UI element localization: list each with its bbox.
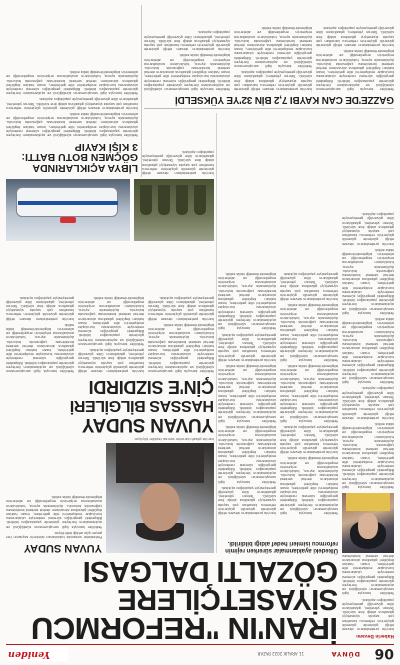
news-photo-soldiers [134,179,214,241]
body-paragraph: Yetkililer konuyla ilgili soruşturmanın sürdüğünü ve açıklamaların ilerleyen günlerde yapılacağını bildirdi. Bölgedeki gerginliğin sürmesi nedeniyle uluslararası kuruluşlar endişelerini dile getirirken, insan hakları örgütleri gözaltına alınanların derhal serbest bırakılması çağrısında bulundu. Açıklamada ayrıca, tutukluların avukatlarına erişiminin engellendiği ve ailelerinin bilgilendirilmediği iddia edildi. [280,456,338,515]
photo-car-stripe [18,201,118,205]
second-story-column-3 [6,243,74,373]
publication-date: 11 ARALIK 2022 PAZAR [257,651,304,656]
lead-paragraph: İran'da protestoların devam ettiği günlerde güvenlik güçlerinin reformcu kanattan çok sayıda siyasetçiyi gözaltına aldığı öne sürüldü. Tahran yönetimi, gözaltıların ülke güvenliği gerekçesiyle yapıldığını açıkladı. [342,597,394,631]
body-paragraph: Yetkililer konuyla ilgili soruşturmanın sürdüğünü ve açıklamaların ilerleyen günlerde yapılacağını bildirdi. Bölgedeki gerginliğin sürmesi nedeniyle uluslararası kuruluşlar endişelerini dile getirirken, insan hakları örgütleri gözaltına alınanların derhal serbest bırakılması çağrısında bulundu. Açıklamada ayrıca, tutukluların avukatlarına erişiminin engellendiği ve ailelerinin bilgilendirilmediği iddia edildi. [6,70,138,96]
body-paragraph: İran'da protestoların devam ettiği günlerde güvenlik güçlerinin reformcu kanattan çok sayıda siyasetçiyi gözaltına aldığı öne sürüldü. Tahran yönetimi, gözaltıların ülke güvenliği gerekçesiyle yapıldığını açıkladı. [6,97,138,110]
news-photo-police-car [6,179,130,241]
column-divider [141,5,142,177]
text-column-a [342,109,394,489]
newspaper-logo: Yeniden [8,647,68,661]
second-story-column-2 [78,243,144,373]
fourth-headline-line-2: GÖÇMEN BOTU BATTI: [21,151,138,164]
second-headline-line-2: HASSAS BİLGİLERİ [70,397,214,414]
body-paragraph: Yetkililer konuyla ilgili soruşturmanın sürdüğünü ve açıklamaların ilerleyen günlerde yapılacağını bildirdi. Bölgedeki gerginliğin sürmesi nedeniyle uluslararası kuruluşlar endişelerini dile getirirken, insan hakları örgütleri gözaltına alınanların derhal serbest bırakılması çağrısında bulundu. Açıklamada ayrıca, tutukluların avukatlarına erişiminin engellendiği ve ailelerinin bilgilendirilmediği iddia edildi. [6,322,74,373]
photo-head-shape [140,483,180,531]
main-headline-line-1: İRAN'IN "REFORMCU [31,611,338,646]
third-headline: GAZZE'DE CAN KAYBI 7,2 BİN 32'YE YÜKSELDİ [175,94,394,105]
photo-figure-shape [140,185,152,215]
section-label: DÜNYA [330,650,360,658]
body-paragraph: İran'da protestoların devam ettiği günlerde güvenlik güçlerinin reformcu kanattan çok sayıda siyasetçiyi gözaltına aldığı öne sürüldü. Tahran yönetimi, gözaltıların ülke güvenliği gerekçesiyle yapıldığını açıkladı. [280,271,338,302]
body-paragraph: İran'da protestoların devam ettiği günlerde güvenlik güçlerinin reformcu kanattan çok sayıda siyasetçiyi gözaltına aldığı öne sürüldü. Tahran yönetimi, gözaltıların ülke güvenliği gerekçesiyle yapıldığını açıkladı. [218,332,276,362]
body-paragraph: Yetkililer konuyla ilgili soruşturmanın sürdüğünü ve açıklamaların ilerleyen günlerde yapılacağını bildirdi. Bölgedeki gerginliğin sürmesi nedeniyle uluslararası kuruluşlar endişelerini dile getirirken, insan hakları örgütleri gözaltına alınanların derhal serbest bırakılması çağrısında bulundu. Açıklamada ayrıca, tutukluların avukatlarına erişiminin engellendiği ve ailelerinin bilgilendirilmediği iddia edildi. [234,26,312,68]
body-paragraph: Yetkililer konuyla ilgili soruşturmanın sürdüğünü ve açıklamaların ilerleyen günlerde yapılacağını bildirdi. Bölgedeki gerginliğin sürmesi nedeniyle uluslararası kuruluşlar endişelerini dile getirirken, insan hakları örgütleri gözaltına alınanların derhal serbest bırakılması çağrısında bulundu. Açıklamada ayrıca, tutukluların avukatlarına erişiminin engellendiği ve ailelerinin bilgilendirilmediği iddia edildi. [280,364,338,423]
main-headline-line-3: GÖZALTI DALGASI [83,555,338,587]
section-divider [144,108,394,109]
body-paragraph: Yetkililer konuyla ilgili soruşturmanın sürdüğünü ve açıklamaların ilerleyen günlerde yapılacağını bildirdi. Bölgedeki gerginliğin sürmesi nedeniyle uluslararası kuruluşlar endişelerini dile getirirken, insan hakları örgütleri gözaltına alınanların derhal serbest bırakılması çağrısında bulundu. Açıklamada ayrıca, tutukluların avukatlarına erişiminin engellendiği ve ailelerinin bilgilendirilmediği iddia edildi. [218,364,276,423]
body-paragraph: Yetkililer konuyla ilgili soruşturmanın sürdüğünü ve açıklamaların ilerleyen günlerde yapılacağını bildirdi. Bölgedeki gerginliğin sürmesi nedeniyle uluslararası kuruluşlar endişelerini dile getirirken, insan hakları örgütleri gözaltına alınanların derhal serbest bırakılması çağrısında bulundu. Açıklamada ayrıca, tutukluların avukatlarına erişiminin engellendiği ve ailelerinin bilgilendirilmediği iddia edildi. [342,317,394,385]
body-paragraph: İran'da protestoların devam ettiği günlerde güvenlik güçlerinin reformcu kanattan çok sayıda siyasetçiyi gözaltına aldığı öne sürüldü. Tahran yönetimi, gözaltıların ülke güvenliği gerekçesiyle yapıldığını açıkladı. [342,386,394,420]
photo-siren-shape [60,217,76,223]
main-deck: Ülkedeki ayaklanmalar sürerken rejimin reformcu isimleri hedef aldığı bildirildi. [225,540,338,553]
photo-figure-shape [176,185,188,215]
body-paragraph: İran'da protestoların devam ettiği günlerde güvenlik güçlerinin reformcu kanattan çok sayıda siyasetçiyi gözaltına aldığı öne sürüldü. Tahran yönetimi, gözaltıların ülke güvenliği gerekçesiyle yapıldığını açıkladı. [280,424,338,455]
body-paragraph: İran'da protestoların devam ettiği günlerde güvenlik güçlerinin reformcu kanattan çok sayıda siyasetçiyi gözaltına aldığı öne sürüldü. Tahran yönetimi, gözaltıların ülke güvenliği gerekçesiyle yapıldığını açıkladı. [142,149,214,175]
body-paragraph: Yetkililer konuyla ilgili soruşturmanın sürdüğünü ve açıklamaların ilerleyen günlerde yapılacağını bildirdi. Bölgedeki gerginliğin sürmesi nedeniyle uluslararası kuruluşlar endişelerini dile getirirken, insan hakları örgütleri gözaltına alınanların derhal serbest bırakılması çağrısında bulundu. Açıklamada ayrıca, tutukluların avukatlarına erişiminin engellendiği ve ailelerinin bilgilendirilmediği iddia edildi. [6,111,138,137]
fourth-headline-line-3: 3 KİŞİ KAYIP [74,141,138,153]
body-paragraph: Yetkililer konuyla ilgili soruşturmanın sürdüğünü ve açıklamaların ilerleyen günlerde yapılacağını bildirdi. Bölgedeki gerginliğin sürmesi nedeniyle uluslararası kuruluşlar endişelerini dile getirirken, insan hakları örgütleri gözaltına alınanların derhal serbest bırakılması çağrısında bulundu. Açıklamada ayrıca, tutukluların avukatlarına erişiminin engellendiği ve ailelerinin bilgilendirilmediği iddia edildi. [280,303,338,362]
body-paragraph: İran'da protestoların devam ettiği günlerde güvenlik güçlerinin reformcu kanattan çok sayıda siyasetçiyi gözaltına aldığı öne sürüldü. Tahran yönetimi, gözaltıların ülke güvenliği gerekçesiyle yapıldığını açıkladı. [6,295,74,321]
body-paragraph: Yetkililer konuyla ilgili soruşturmanın sürdüğünü ve açıklamaların ilerleyen günlerde yapılacağını bildirdi. Bölgedeki gerginliğin sürmesi nedeniyle uluslararası kuruluşlar endişelerini dile getirirken, insan hakları örgütleri gözaltına alınanların derhal serbest bırakılması çağrısında bulundu. Açıklamada ayrıca, tutukluların avukatlarına erişiminin engellendiği ve ailelerinin bilgilendirilmediği iddia edildi. [316,49,394,91]
body-paragraph: İran'da protestoların devam ettiği günlerde güvenlik güçlerinin reformcu kanattan çok sayıda siyasetçiyi gözaltına aldığı öne sürüldü. Tahran yönetimi, gözaltıların ülke güvenliği gerekçesiyle yapıldığını açıkladı. [144,30,230,52]
main-headline-line-2: SİYASETÇİLERE [118,583,338,615]
short-news-column [142,109,214,175]
column-divider [216,113,217,553]
fourth-headline [6,142,138,174]
sidebar-text: Protestolar sırasında tutuklanan isimlerin sayısının her geçen gün arttığı belirtiliyor. [6,530,102,539]
second-story-column-1 [148,243,214,373]
sidebar-column [6,443,102,553]
body-paragraph: Yetkililer konuyla ilgili soruşturmanın sürdüğünü ve açıklamaların ilerleyen günlerde yapılacağını bildirdi. Bölgedeki gerginliğin sürmesi nedeniyle uluslararası kuruluşlar endişelerini dile getirirken, insan hakları örgütleri gözaltına alınanların derhal serbest bırakılması çağrısında bulundu. Açıklamada ayrıca, tutukluların avukatlarına erişiminin engellendiği ve ailelerinin bilgilendirilmediği iddia edildi. [218,424,276,484]
body-paragraph: Yetkililer konuyla ilgili soruşturmanın sürdüğünü ve açıklamaların ilerleyen günlerde yapılacağını bildirdi. Bölgedeki gerginliğin sürmesi nedeniyle uluslararası kuruluşlar endişelerini dile getirirken, insan hakları örgütleri gözaltına alınanların derhal serbest bırakılması çağrısında bulundu. Açıklamada ayrıca, tutukluların avukatlarına erişiminin engellendiği ve ailelerinin bilgilendirilmediği iddia edildi. [148,322,214,373]
text-column-b [280,109,338,515]
second-headline-line-3: ÇİN'E SIZDIRDI [88,377,214,397]
body-paragraph: İran'da protestoların devam ettiği günlerde güvenlik güçlerinin reformcu kanattan çok sayıda siyasetçiyi gözaltına aldığı öne sürüldü. Tahran yönetimi, gözaltıların ülke güvenliği gerekçesiyle yapıldığını açıkladı. [148,295,214,321]
photo-figure-shape [158,185,170,215]
body-paragraph: İran'da protestoların devam ettiği günlerde güvenlik güçlerinin reformcu kanattan çok sayıda siyasetçiyi gözaltına aldığı öne sürüldü. Tahran yönetimi, gözaltıların ülke güvenliği gerekçesiyle yapıldığını açıkladı. [218,485,276,515]
body-paragraph: İran'da protestoların devam ettiği günlerde güvenlik güçlerinin reformcu kanattan çok sayıda siyasetçiyi gözaltına aldığı öne sürüldü. Tahran yönetimi, gözaltıların ülke güvenliği gerekçesiyle yapıldığını açıkladı. [316,26,394,47]
body-paragraph: İran'da protestoların devam ettiği günlerde güvenlik güçlerinin reformcu kanattan çok sayıda siyasetçiyi gözaltına aldığı öne sürüldü. Tahran yönetimi, gözaltıların ülke güvenliği gerekçesiyle yapıldığını açıkladı. [78,347,144,373]
fourth-headline-line-1: LİBYA AÇIKLARINDA [32,162,138,174]
photo-shirt-shape [346,493,390,511]
photo-coat-shape [116,443,204,483]
fourth-story-text [6,7,138,137]
text-column-c [218,109,276,515]
third-story-column-3 [144,5,230,91]
body-paragraph: Yetkililer konuyla ilgili soruşturmanın sürdüğünü ve açıklamaların ilerleyen günlerde yapılacağını bildirdi. Bölgedeki gerginliğin sürmesi nedeniyle uluslararası kuruluşlar endişelerini dile getirirken, insan hakları örgütleri gözaltına alınanların derhal serbest bırakılması çağrısında bulundu. Açıklamada ayrıca, tutukluların avukatlarına erişiminin engellendiği ve ailelerinin bilgilendirilmediği iddia edildi. [78,295,144,346]
photo-face-shape [358,513,378,539]
body-paragraph: İran'da protestoların devam ettiği günlerde güvenlik güçlerinin reformcu kanattan çok sayıda siyasetçiyi gözaltına aldığı öne sürüldü. Tahran yönetimi, gözaltıların ülke güvenliği gerekçesiyle yapıldığını açıkladı. [342,212,394,246]
page-number: 06 [374,645,394,661]
third-story-column-1 [316,5,394,91]
portrait-photo [342,493,394,553]
page-header [6,644,394,661]
sidebar-headline: YUVAN SUDAY [23,542,102,554]
lead-column [342,555,394,631]
photo-figure-shape [194,185,206,215]
body-paragraph: Yetkililer konuyla ilgili soruşturmanın sürdüğünü ve açıklamaların ilerleyen günlerde yapılacağını bildirdi. Bölgedeki gerginliğin sürmesi nedeniyle uluslararası kuruluşlar endişelerini dile getirirken, insan hakları örgütleri gözaltına alınanların derhal serbest bırakılması çağrısında bulundu. Açıklamada ayrıca, tutukluların avukatlarına erişiminin engellendiği ve ailelerinin bilgilendirilmediği iddia edildi. [6,495,102,529]
second-headline-line-1: YUVAN SUDAY [82,414,214,435]
third-story-column-2 [234,5,312,91]
body-paragraph: İran'da protestoların devam ettiği günlerde güvenlik güçlerinin reformcu kanattan çok sayıda siyasetçiyi gözaltına aldığı öne sürüldü. Tahran yönetimi, gözaltıların ülke güvenliği gerekçesiyle yapıldığını açıkladı. [234,70,312,91]
news-photo-man [106,443,214,553]
body-paragraph: Yetkililer konuyla ilgili soruşturmanın sürdüğünü ve açıklamaların ilerleyen günlerde yapılacağını bildirdi. Bölgedeki gerginliğin sürmesi nedeniyle uluslararası kuruluşlar endişelerini dile getirirken, insan hakları örgütleri gözaltına alınanların derhal serbest bırakılması çağrısında bulundu. Açıklamada ayrıca, tutukluların avukatlarına erişiminin engellendiği ve ailelerinin bilgilendirilmediği iddia edildi. [342,247,394,315]
body-paragraph: Yetkililer konuyla ilgili soruşturmanın sürdüğünü ve açıklamaların ilerleyen günlerde yapılacağını bildirdi. Bölgedeki gerginliğin sürmesi nedeniyle uluslararası kuruluşlar endişelerini dile getirirken, insan hakları örgütleri gözaltına alınanların derhal serbest bırakılması [342,553,394,596]
body-paragraph: Yetkililer konuyla ilgili soruşturmanın sürdüğünü ve açıklamaların ilerleyen günlerde yapılacağını bildirdi. Bölgedeki gerginliğin sürmesi nedeniyle uluslararası kuruluşlar endişelerini dile getirirken, insan hakları örgütleri gözaltına alınanların derhal serbest bırakılması çağrısında bulundu. Açıklamada ayrıca, tutukluların avukatlarına erişiminin engellendiği ve ailelerinin bilgilendirilmediği iddia edildi. [342,421,394,489]
body-paragraph: Yetkililer konuyla ilgili soruşturmanın sürdüğünü ve açıklamaların ilerleyen günlerde yapılacağını bildirdi. Bölgedeki gerginliğin sürmesi nedeniyle uluslararası kuruluşlar endişelerini dile getirirken, insan hakları örgütleri gözaltına alınanların derhal serbest bırakılması çağrısında bulundu. Açıklamada ayrıca, tutukluların avukatlarına erişiminin engellendiği ve ailelerinin bilgilendirilmediği iddia edildi. [218,271,276,331]
byline: Haberin Devamı [356,634,394,639]
photo-caption: İran'da gözaltı kararları sonrası tepkiler büyüyor. [133,437,214,441]
body-paragraph: Yetkililer konuyla ilgili soruşturmanın sürdüğünü ve açıklamaların ilerleyen günlerde yapılacağını bildirdi. Bölgedeki gerginliğin sürmesi nedeniyle uluslararası kuruluşlar endişelerini dile getirirken, insan hakları örgütleri gözaltına alınanların derhal serbest bırakılması çağrısında bulundu. Açıklamada ayrıca, tutukluların avukatlarına erişiminin engellendiği ve ailelerinin bilgilendirilmediği iddia edildi. [144,53,230,91]
